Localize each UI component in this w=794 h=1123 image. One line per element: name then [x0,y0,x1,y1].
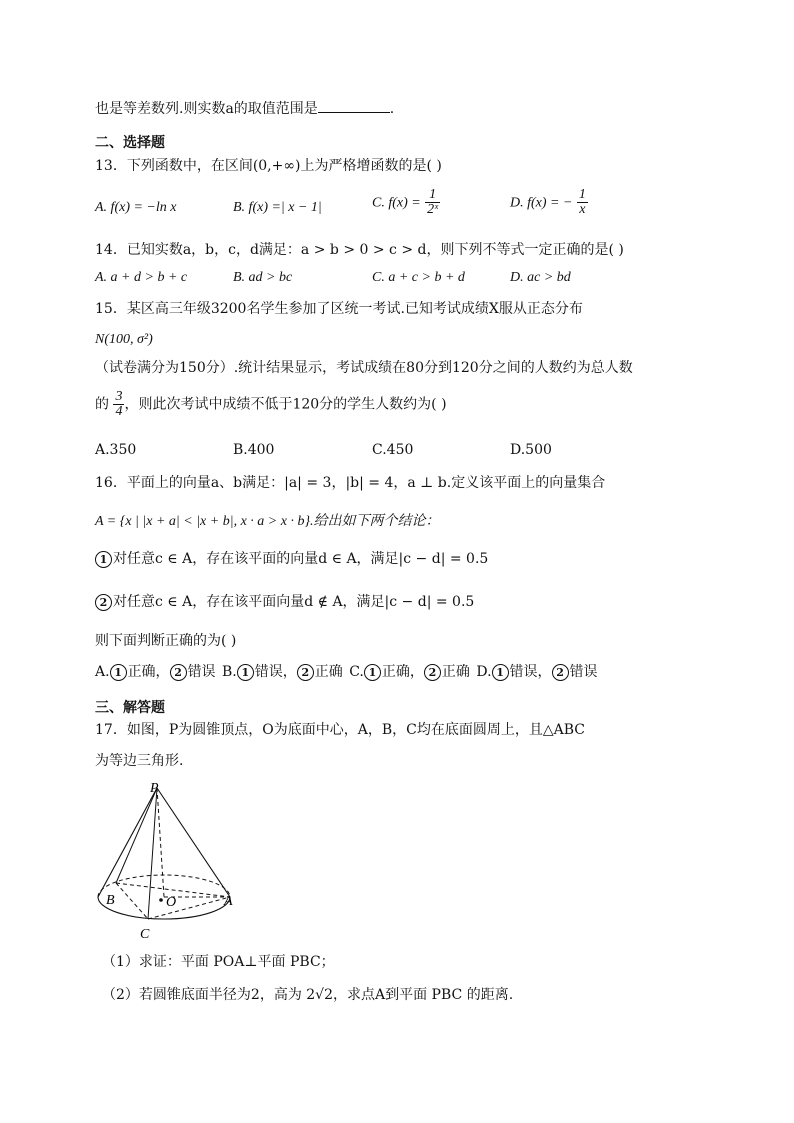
label-p: P [150,781,159,796]
q13-option-d [510,188,588,217]
q17-part2: （2）若圆锥底面半径为2，高为 2√2，求点A到平面 PBC 的距离. [102,987,514,1003]
option-verdict-2: 错误 [569,664,598,680]
q14-stem: 14．已知实数a，b，c，d满足：a > b > 0 > c > d，则下列不等式一定正确的是( ) [95,242,624,258]
q17-line1: 17．如图，P为圆锥顶点，O为底面中心，A，B，C均在底面圆周上，且△ABC [95,722,585,738]
circled-number-2: 2 [95,594,112,611]
q16-conclusion-2 [95,592,474,612]
option-verdict-1: 正确， [127,664,170,680]
frac-num: 1 [578,187,586,202]
option-label: A. [95,664,110,680]
segment-pc [148,788,157,919]
option-label: B. [222,664,237,680]
circled-number-2: 2 [424,664,441,681]
q17-part1: （1）求证：平面 POA⊥平面 PBC； [102,954,335,970]
base-front-arc [98,897,230,919]
frac-den: x [579,202,586,217]
circled-number-2: 2 [552,664,569,681]
answer-blank [318,98,390,113]
circled-number-1: 1 [364,664,381,681]
frac-den: 2ˣ [427,202,439,217]
q15-option-b: B.400 [233,442,275,458]
q15-line4-pre: 的 [95,396,109,413]
label-o: O [166,895,177,910]
label-a: A [224,894,233,909]
q14-option-a: A. a + d > b + c [95,270,188,285]
circled-number-2: 2 [297,664,314,681]
q15-line1: 15．某区高三年级3200名学生参加了区统一考试.已知考试成绩X服从正态分布 [95,301,583,317]
q15-line3: （试卷满分为150分）.统计结果显示，考试成绩在80分到120分之间的人数约为总人数 [95,360,633,376]
q16-conclusion-2-text: 对任意c ∈ A，存在该平面向量d ∉ A，满足|c − d| = 0.5 [113,594,475,610]
q13-option-d-prefix: D. f(x) = − [510,195,573,211]
q16-line1: 16．平面上的向量a、b满足：|a| = 3，|b| = 4，a ⊥ b.定义该平面上的向量集合 [95,475,606,491]
q15-line4 [95,390,447,419]
top-line [95,98,394,119]
q15-fraction [113,390,124,419]
q13-option-d-fraction [577,188,588,217]
cone-left-side [98,788,157,897]
q13-option-c-prefix: C. f(x) = [372,195,421,211]
q16-set-definition: A = {x | |x + a| < |x + b|, x · a > x · b}.给出如下两个结论： [95,514,440,529]
option-verdict-1: 错误， [509,664,552,680]
frac-num: 3 [115,389,123,404]
q17-line2: 为等边三角形. [95,753,184,769]
q16-option-c [349,664,470,680]
q13-option-a: A. f(x) = −ln x [95,200,177,215]
q13-option-c-fraction [425,188,440,217]
circled-number-1: 1 [237,664,254,681]
circled-number-2: 2 [170,664,187,681]
q15-option-a: A.350 [95,442,137,458]
q16-conclusion-1-text: 对任意c ∈ A，存在该平面的向量d ∈ A，满足|c − d| = 0.5 [113,551,489,567]
q15-option-c: C.450 [372,442,414,458]
section-3-heading: 三、解答题 [95,700,165,716]
q13-option-b: B. f(x) =| x − 1| [233,200,322,215]
segment-po [157,788,164,897]
q13-option-c [372,188,440,217]
option-label: D. [476,664,492,680]
circled-number-1: 1 [110,664,127,681]
section-2-heading: 二、选择题 [95,135,165,151]
q16-line5: 则下面判断正确的为( ) [95,633,237,649]
option-verdict-2: 错误 [187,664,216,680]
q13-stem: 13．下列函数中，在区间(0,+∞)上为严格增函数的是( ) [95,158,442,174]
q15-normal-dist: N(100, σ²) [95,332,153,347]
top-line-text: 也是等差数列.则实数a的取值范围是 [95,101,318,117]
center-point [159,898,163,902]
frac-den: 4 [115,404,123,419]
circled-number-1: 1 [492,664,509,681]
cone-right-side [157,788,230,897]
option-verdict-2: 正确 [441,664,470,680]
q16-option-b [222,664,343,680]
q16-option-d [476,664,597,680]
frac-num: 1 [425,188,440,203]
q14-option-d: D. ac > bd [510,270,571,285]
option-verdict-1: 正确， [381,664,424,680]
label-c: C [140,927,150,942]
option-verdict-2: 正确 [314,664,343,680]
option-verdict-1: 错误， [254,664,297,680]
option-label: C. [349,664,364,680]
q16-option-a [95,664,216,680]
label-b: B [106,893,115,908]
q15-option-d: D.500 [510,442,552,458]
cone-diagram [90,778,250,943]
q16-conclusion-1 [95,549,488,569]
segment-pb [116,788,157,883]
q14-option-b: B. ad > bc [233,270,293,285]
q16-options [95,662,600,682]
top-line-end: . [389,101,395,117]
q15-line4-post: ，则此次考试中成绩不低于120分的学生人数约为( ) [124,396,447,413]
q14-option-c: C. a + c > b + d [372,270,465,285]
circled-number-1: 1 [95,551,112,568]
